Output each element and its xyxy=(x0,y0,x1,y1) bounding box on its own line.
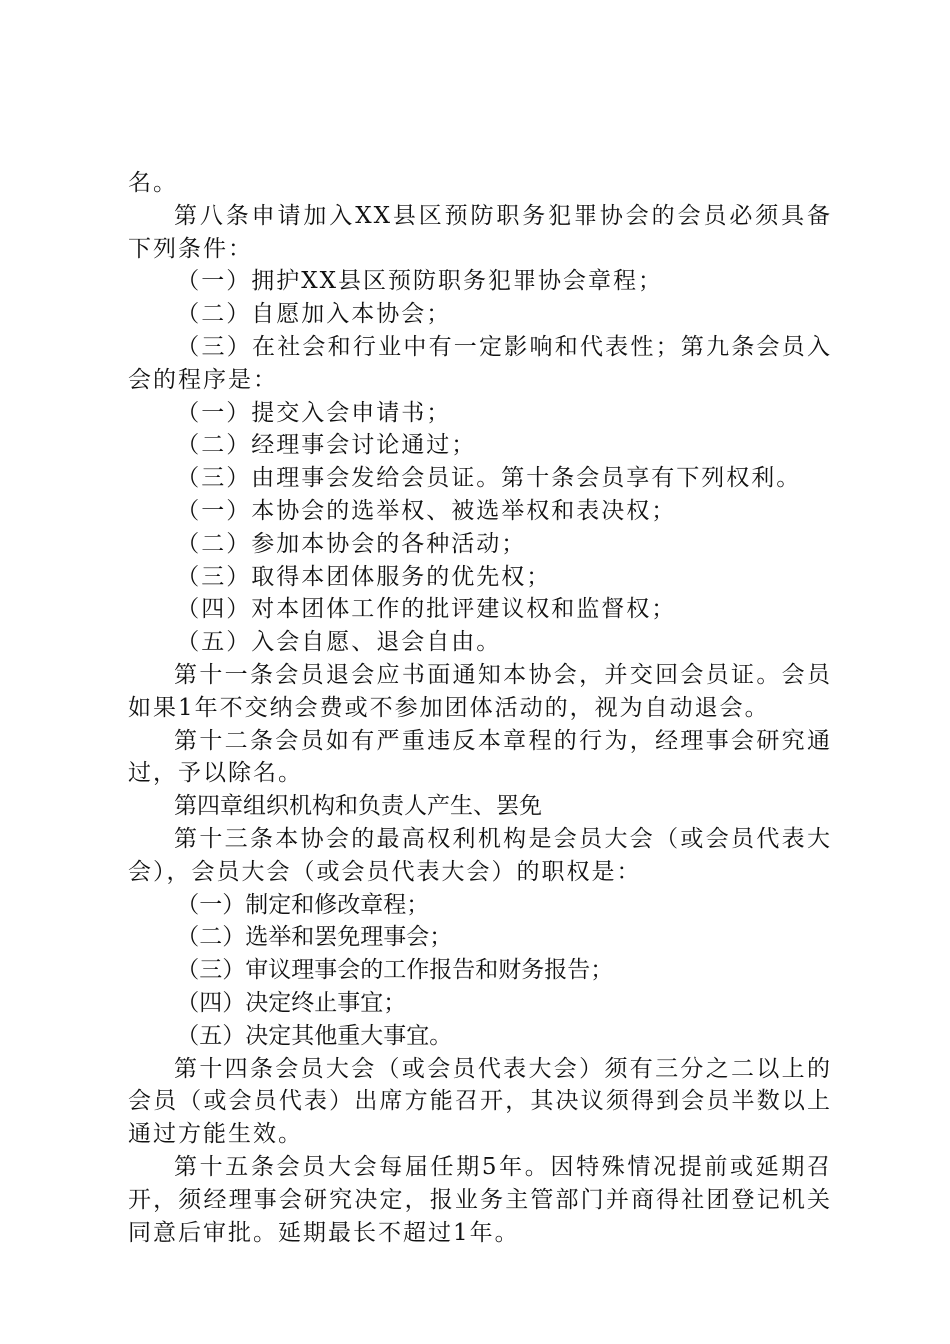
chapter-heading: 第四章组织机构和负责人产生、罢免 xyxy=(174,793,542,820)
list-item: （五）决定其他重大事宜。 xyxy=(176,1022,453,1049)
list-item: （三）取得本团体服务的优先权； xyxy=(176,563,552,590)
list-item: （二）经理事会讨论通过； xyxy=(176,432,477,459)
list-item: （一）拥护XX县区预防职务犯罪协会章程； xyxy=(176,268,664,295)
paragraph-continuation: 名。 xyxy=(128,170,178,196)
article-15: 第十五条会员大会每届任期5年。因特殊情况提前或延期召开，须经理事会研究决定，报业务主管部门并商得社团登记机关同意后审批。延期最长不超过1年。 xyxy=(128,1153,832,1246)
article-14: 第十四条会员大会（或会员代表大会）须有三分之二以上的会员（或会员代表）出席方能召开，其决议须得到会员半数以上通过方能生效。 xyxy=(128,1055,832,1148)
list-item: （三）审议理事会的工作报告和财务报告； xyxy=(176,957,614,984)
list-item: （二）参加本协会的各种活动； xyxy=(176,530,527,557)
article-8: 第八条申请加入XX县区预防职务犯罪协会的会员必须具备下列条件： xyxy=(128,202,832,262)
article-11: 第十一条会员退会应书面通知本协会，并交回会员证。会员如果1年不交纳会费或不参加团体活动的，视为自动退会。 xyxy=(128,661,832,721)
list-item: （二）自愿加入本协会； xyxy=(176,301,452,328)
list-item: （四）对本团体工作的批评建议权和监督权； xyxy=(176,596,677,623)
article-13: 第十三条本协会的最高权利机构是会员大会（或会员代表大会），会员大会（或会员代表大会）的职权是： xyxy=(128,825,832,885)
list-item: （三）由理事会发给会员证。第十条会员享有下列权利。 xyxy=(176,465,802,492)
list-item: （二）选举和罢免理事会； xyxy=(176,924,453,951)
list-item: （一）制定和修改章程； xyxy=(176,891,430,918)
list-item: （一）提交入会申请书； xyxy=(176,399,452,426)
article-12: 第十二条会员如有严重违反本章程的行为，经理事会研究通过，予以除名。 xyxy=(128,727,832,787)
list-item: （一）本协会的选举权、被选举权和表决权； xyxy=(176,497,677,524)
list-item: （五）入会自愿、退会自由。 xyxy=(176,629,502,656)
list-item: （三）在社会和行业中有一定影响和代表性；第九条会员入会的程序是： xyxy=(128,333,832,393)
document-page xyxy=(128,167,832,1249)
list-item: （四）决定终止事宜； xyxy=(176,989,407,1016)
